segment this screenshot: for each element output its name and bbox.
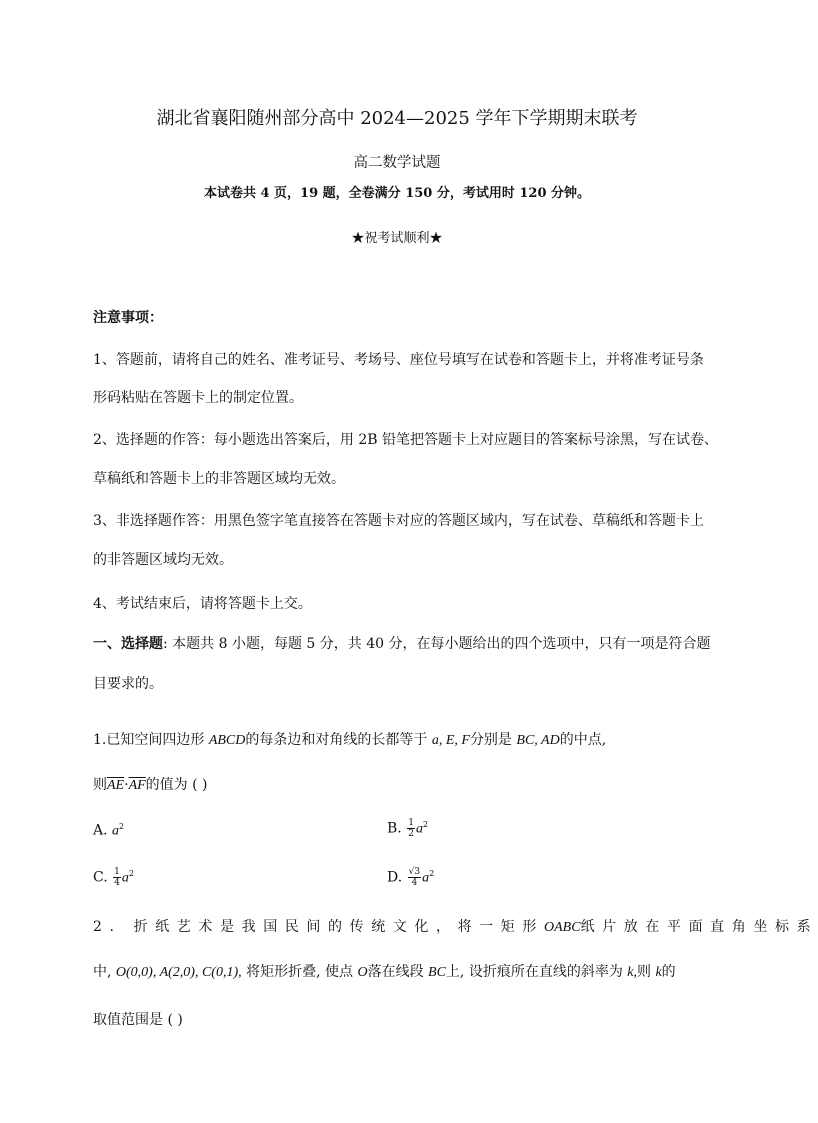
section-1-line-2: 目要求的。 [93,676,163,692]
fraction: $\frac{√3}{4}$ [408,867,421,888]
blessing-line: ★祝考试顺利★ [351,231,443,246]
question-1-stem: 1.已知空间四边形 ABCD的每条边和对角线的长都等于 a, E, F分别是 BC, AD的中点, [93,732,607,748]
note-2-line-2: 草稿纸和答题卡上的非答题区域均无效。 [93,471,345,487]
exam-subtitle: 高二数学试题 [353,155,441,171]
exam-info: 本试卷共 4 页，19 题，全卷满分 150 分，考试用时 120 分钟。 [203,186,591,201]
question-1-prompt: 则$\overline{AE}\cdot\overline{AF}$的值为 ( ) [93,777,208,793]
section-1-desc: : 本题共 8 小题，每题 5 分，共 40 分，在每小题给出的四个选项中，只有一项是符合题 [163,636,711,652]
fraction: $\frac{1}{2}$ [408,818,414,839]
note-2-line-1: 2、选择题的作答：每小题选出答案后，用 2B 铅笔把答题卡上对应题目的答案标号涂黑，写在试卷、 [93,432,719,448]
section-1-heading: 一、选择题 [93,636,163,652]
page-title: 湖北省襄阳随州部分高中 2024—2025 学年下学期期末联考 [156,108,638,129]
q1-option-d: D. $\frac{√3}{4}$ $a^2$ [387,867,435,888]
question-2-line-2: 中, O(0,0), A(2,0), C(0,1), 将矩形折叠, 使点 O落在线段 BC上, 设折痕所在直线的斜率为 k,则 k的 [93,964,676,980]
note-3-line-2: 的非答题区域均无效。 [93,552,233,568]
vector-ae: $\overline{AE}$ [107,778,125,793]
note-4: 4、考试结束后，请将答题卡上交。 [93,596,312,612]
note-1-line-2: 形码粘贴在答题卡上的制定位置。 [93,390,303,406]
q1-option-a: A. $a^2$ [93,822,125,839]
q1-option-c: C. $\frac{1}{4}$ $a^2$ [93,867,134,888]
q1-option-b: B. $\frac{1}{2}$ $a^2$ [387,818,429,839]
fraction: $\frac{1}{4}$ [114,867,120,888]
section-1-line-1 [93,633,711,653]
question-2-line-3: 取值范围是 ( ) [93,1012,183,1028]
note-3-line-1: 3、非选择题作答：用黑色签字笔直接答在答题卡对应的答题区域内，写在试卷、草稿纸和答题卡上 [93,513,704,529]
vector-af: $\overline{AF}$ [128,778,146,793]
notes-heading: 注意事项： [93,310,163,326]
question-2-line-1: 2. 折纸艺术是我国民间的传统文化，将一矩形OABC纸片放在平面直角坐标系 [93,919,818,935]
note-1-line-1: 1、答题前，请将自己的姓名、准考证号、考场号、座位号填写在试卷和答题卡上，并将准考证号条 [93,352,704,368]
